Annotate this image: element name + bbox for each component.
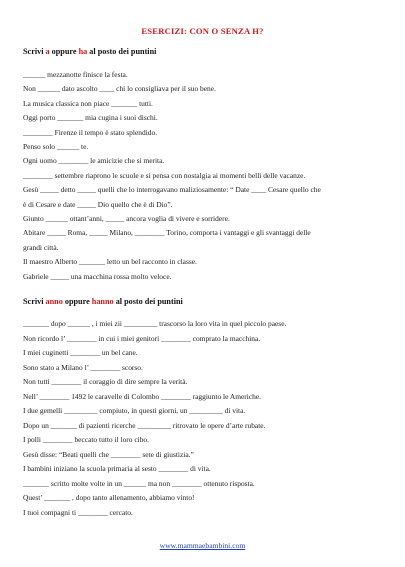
section-2-mid: oppure — [62, 297, 92, 306]
exercise-line: I due gemelli _________ compiuto, in questi giorni, un _________ di vita. — [23, 406, 246, 415]
exercise-line: Nell’ ________ 1492 le caravelle di Colombo ________ raggiunto le Americhe. — [23, 391, 262, 401]
exercise-line: La musica classica non piace _______ tutti. — [23, 98, 153, 108]
exercise-line: Oggi porto _______ mia cugina i suoi dischi. — [23, 113, 158, 123]
footer-link[interactable]: www.mammaebambini.com — [159, 541, 246, 550]
section-1-mid: oppure — [49, 47, 79, 56]
section-1-suffix: al posto dei puntini — [87, 47, 157, 56]
exercise-line: Abitare _____ Roma, _____ Milano, ________ Torino, comporta i vantaggi e gli svantaggi delle — [23, 228, 311, 238]
exercise-line: Ogni uomo ________ le amicizie che si merita. — [23, 156, 165, 166]
page-title: ESERCIZI: CON O SENZA H? — [141, 26, 264, 36]
exercise-line: Sono stato a Milano l’ ________ scorso. — [23, 362, 143, 372]
exercise-line: Penso solo ______ te. — [23, 142, 89, 151]
exercise-line: ________ settembre riaprono le scuole e si pensa con nostalgia ai momenti belli delle vacanze. — [23, 170, 306, 180]
section-2-word-b: hanno — [91, 297, 114, 306]
exercise-line: Non ______ dato ascolto ____ chi lo consigliava per il suo bene. — [23, 84, 216, 94]
exercise-line: Non tutti ________ il coraggio di dire sempre la verità. — [23, 377, 188, 386]
section-2-heading — [23, 297, 183, 306]
exercise-line: Gesù _____ detto _____ quelli che lo interrogavano maliziosamente: “ Date ____ Cesare quello che — [23, 185, 321, 195]
exercise-line: Dopo un _______ di pazienti ricerche _________ ritrovato le opere d’arte rubate. — [23, 420, 266, 430]
exercise-line: Giunto ______ ottant’anni, _____ ancora voglia di vivere e sorridere. — [23, 214, 230, 223]
section-1-word-b: ha — [78, 47, 88, 56]
section-2-suffix: al posto dei puntini — [113, 297, 183, 306]
exercise-line: grandi città. — [23, 242, 59, 252]
exercise-line: è di Cesare e date _____ Dio quello che è di Dio”. — [23, 199, 173, 209]
exercise-line: Gesù disse: “Beati quelli che ________ sete di giustizia.” — [23, 449, 194, 459]
exercise-line: I tuoi compagni ti ________ cercato. — [23, 507, 133, 517]
exercise-line: ______ mezzanotte finisce la festa. — [23, 70, 128, 79]
section-1-prefix: Scrivi — [23, 47, 46, 56]
exercise-line: I miei cuginetti ________ un bel cane. — [23, 348, 138, 357]
exercise-line: I bambini iniziano la scuola primaria al sesto ________ di vita. — [23, 464, 211, 473]
exercise-line: I polli ________ beccato tutto il loro cibo. — [23, 435, 150, 444]
exercise-line: Non ricordo l’ ________ in cui i miei genitori ________ comprato la macchina. — [23, 333, 261, 343]
exercise-line: _______ dopo ______ , i miei zii _________ trascorso la loro vita in quel piccolo paese. — [23, 319, 287, 328]
exercise-line: Il maestro Alberto _______ letto un bel racconto in classe. — [23, 257, 197, 267]
exercise-line: Gabriele _____ una macchina rossa molto veloce. — [23, 271, 172, 281]
section-2-word-a: anno — [45, 297, 63, 306]
exercise-line: _______ scritto molte volte in un ______ ma non ________ ottenuto risposta. — [23, 478, 255, 488]
section-1-word-a: a — [45, 47, 50, 56]
section-2-prefix: Scrivi — [23, 297, 46, 306]
exercise-line: Quest’ _______ , dopo tanto allenamento, abbiamo vinto! — [23, 493, 195, 502]
section-1-heading — [23, 47, 156, 56]
exercise-line: ________ Firenze il tempo è stato splendido. — [23, 127, 158, 137]
